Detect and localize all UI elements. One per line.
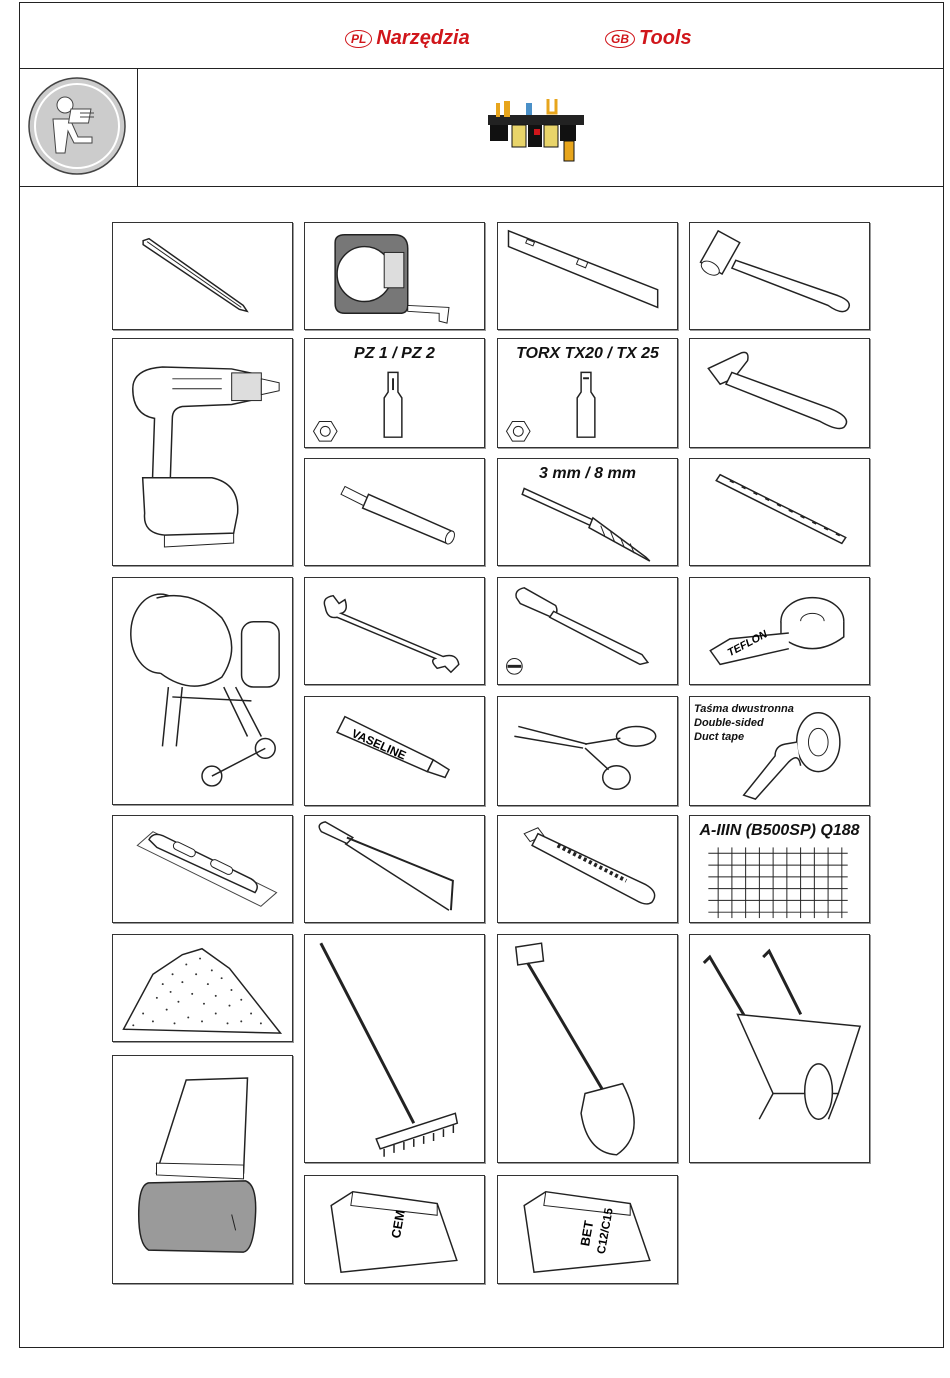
tool-cordless-drill bbox=[112, 338, 293, 566]
tool-bit-holder bbox=[304, 458, 485, 566]
hammer-icon bbox=[690, 339, 869, 447]
plastering-float-icon bbox=[113, 816, 292, 922]
title-pl bbox=[345, 27, 470, 50]
tool-tape-measure bbox=[304, 222, 485, 330]
teflon-label: TEFLON bbox=[725, 628, 770, 660]
tool-rake bbox=[304, 934, 485, 1163]
pozidriv-bit-icon bbox=[305, 339, 484, 447]
duct-tape-icon bbox=[690, 697, 869, 805]
tool-shovel bbox=[497, 934, 678, 1163]
tool-plastering-float bbox=[112, 815, 293, 923]
shovel-icon bbox=[498, 935, 677, 1162]
tool-concrete-bag bbox=[497, 1175, 678, 1284]
rake-icon bbox=[305, 935, 484, 1162]
tool-hammer bbox=[689, 338, 870, 448]
perforated-strip-icon bbox=[690, 459, 869, 565]
concrete-mixer-icon bbox=[113, 578, 292, 804]
tool-perforated-strip bbox=[689, 458, 870, 566]
tool-flat-screwdriver bbox=[497, 577, 678, 685]
tool-vaseline bbox=[304, 696, 485, 806]
concrete-label-class: C12/C15 bbox=[594, 1207, 616, 1256]
tool-belt-icon bbox=[486, 97, 586, 177]
duct-tape-label-pl: Taśma dwustronna bbox=[694, 703, 794, 715]
tool-wheelbarrow bbox=[689, 934, 870, 1163]
drill-bit-label: 3 mm / 8 mm bbox=[539, 465, 636, 482]
utility-knife-icon bbox=[498, 816, 677, 922]
read-manual-icon bbox=[20, 69, 136, 185]
drill-bit-icon bbox=[498, 459, 677, 565]
tool-drill-bit bbox=[497, 458, 678, 566]
reinforcement-mesh-icon bbox=[690, 816, 869, 922]
duct-tape-label-gb: Double-sided bbox=[694, 717, 764, 729]
tool-rubber-mallet bbox=[689, 222, 870, 330]
tool-spirit-level bbox=[497, 222, 678, 330]
spirit-level-icon bbox=[498, 223, 677, 329]
tool-sand bbox=[112, 934, 293, 1042]
tool-pencil bbox=[112, 222, 293, 330]
lang-code-gb: GB bbox=[605, 30, 635, 48]
wrench-icon bbox=[305, 578, 484, 684]
pz-bit-label: PZ 1 / PZ 2 bbox=[354, 345, 435, 362]
rubber-mallet-icon bbox=[690, 223, 869, 329]
tool-cement-bag bbox=[304, 1175, 485, 1284]
hacksaw-icon bbox=[305, 816, 484, 922]
pencil-icon bbox=[113, 223, 292, 329]
tape-measure-icon bbox=[305, 223, 484, 329]
concrete-label: BET bbox=[577, 1219, 597, 1248]
title-gb bbox=[605, 27, 692, 50]
tool-scissors bbox=[497, 696, 678, 806]
teflon-tape-icon bbox=[690, 578, 869, 684]
title-pl-text: Narzędzia bbox=[376, 27, 470, 49]
torx-bit-label: TORX TX20 / TX 25 bbox=[516, 345, 659, 362]
tool-torx-bit bbox=[497, 338, 678, 448]
duct-tape-label-gb2: Duct tape bbox=[694, 731, 745, 743]
lang-code-pl: PL bbox=[345, 30, 372, 48]
concrete-bag-icon bbox=[498, 1176, 677, 1283]
torx-bit-icon bbox=[498, 339, 677, 447]
manual-icon-cell bbox=[20, 69, 138, 186]
lawn-roller-icon bbox=[113, 1056, 292, 1283]
tool-reinforcement-mesh bbox=[689, 815, 870, 923]
tool-lawn-roller bbox=[112, 1055, 293, 1284]
tool-hacksaw bbox=[304, 815, 485, 923]
mesh-label: A-IIIN (B500SP) Q188 bbox=[699, 822, 860, 839]
title-gb-text: Tools bbox=[639, 27, 692, 49]
info-row bbox=[20, 69, 943, 187]
scissors-icon bbox=[498, 697, 677, 805]
cordless-drill-icon bbox=[113, 339, 292, 565]
tool-utility-knife bbox=[497, 815, 678, 923]
wheelbarrow-icon bbox=[690, 935, 869, 1162]
tool-pz-bit bbox=[304, 338, 485, 448]
bit-holder-icon bbox=[305, 459, 484, 565]
cement-label: CEM bbox=[388, 1208, 408, 1240]
tool-wrench bbox=[304, 577, 485, 685]
header bbox=[20, 3, 943, 69]
tool-concrete-mixer bbox=[112, 577, 293, 805]
tool-teflon-tape bbox=[689, 577, 870, 685]
page-frame bbox=[19, 2, 944, 1348]
sand-pile-icon bbox=[113, 935, 292, 1041]
vaseline-tube-icon bbox=[305, 697, 484, 805]
cement-bag-icon bbox=[305, 1176, 484, 1283]
vaseline-label: VASELINE bbox=[349, 727, 408, 763]
flat-screwdriver-icon bbox=[498, 578, 677, 684]
tool-duct-tape bbox=[689, 696, 870, 806]
